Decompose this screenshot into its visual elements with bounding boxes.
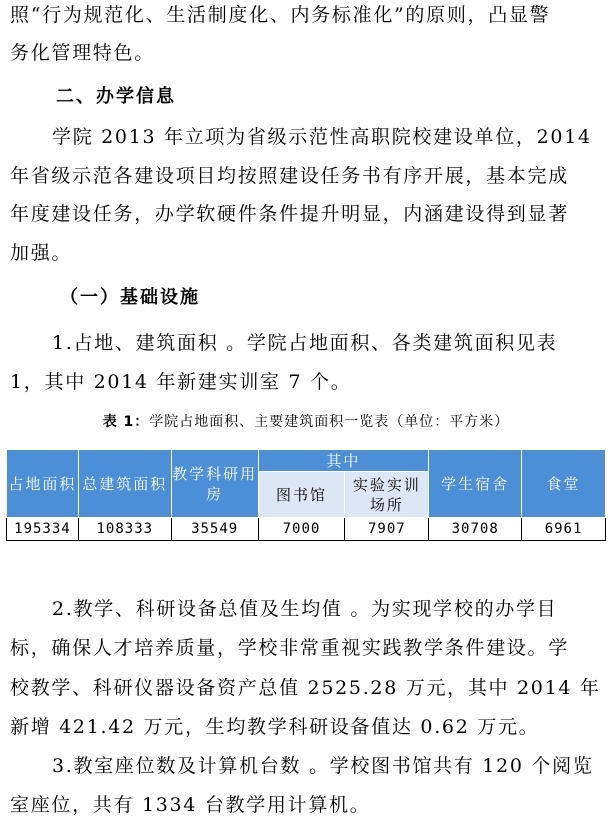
paragraph-line: 2.教学、科研设备总值及生均值 。为实现学校的办学目 xyxy=(52,598,558,620)
paragraph-line: 标，确保人才培养质量，学校非常重视实践教学条件建设。学 xyxy=(10,637,569,659)
table-caption-text: 学院占地面积、主要建筑面积一览表（单位：平方米） xyxy=(149,414,510,430)
table-cell: 30708 xyxy=(429,518,522,541)
paragraph-line: 学院 2013 年立项为省级示范性高职院校建设单位，2014 xyxy=(52,126,592,148)
table-cell: 6961 xyxy=(522,518,606,541)
header-canteen: 食堂 xyxy=(522,450,606,518)
paragraph-line: 室座位，共有 1334 台教学用计算机。 xyxy=(10,794,371,816)
paragraph-line: 新增 421.42 万元，生均教学科研设备值达 0.62 万元。 xyxy=(10,716,540,738)
table-caption xyxy=(0,412,612,432)
header-group-of-which: 其中 xyxy=(258,450,429,472)
paragraph-line: 照“行为规范化、生活制度化、内务标准化”的原则，凸显警 xyxy=(10,4,551,26)
building-area-table xyxy=(6,449,606,541)
header-library: 图书馆 xyxy=(258,472,345,518)
header-land-area: 占地面积 xyxy=(7,450,79,518)
header-training-site: 实验实训场所 xyxy=(345,472,429,518)
section-heading: 二、办学信息 xyxy=(56,86,176,107)
paragraph-line: 1.占地、建筑面积 。学院占地面积、各类建筑面积见表 xyxy=(52,332,558,354)
table-cell: 108333 xyxy=(78,518,171,541)
table-cell: 35549 xyxy=(171,518,258,541)
table-cell: 7000 xyxy=(258,518,345,541)
table-cell: 195334 xyxy=(7,518,79,541)
paragraph-line: 务化管理特色。 xyxy=(10,42,155,64)
paragraph-line: 3.教室座位数及计算机台数 。学校图书馆共有 120 个阅览 xyxy=(52,755,594,777)
paragraph-line: 加强。 xyxy=(10,242,73,264)
subsection-heading: （一）基础设施 xyxy=(60,287,200,308)
paragraph-line: 年省级示范各建设项目均按照建设任务书有序开展，基本完成 xyxy=(10,165,569,187)
header-dormitory: 学生宿舍 xyxy=(429,450,522,518)
paragraph-line: 年度建设任务，办学软硬件条件提升明显，内涵建设得到显著 xyxy=(10,203,569,225)
table-cell: 7907 xyxy=(345,518,429,541)
header-teaching-research: 教学科研用房 xyxy=(171,450,258,518)
table-caption-prefix: 表 1： xyxy=(102,414,150,430)
header-total-building-area: 总建筑面积 xyxy=(78,450,171,518)
paragraph-line: 校教学、科研仪器设备资产总值 2525.28 万元，其中 2014 年 xyxy=(10,677,601,699)
paragraph-line: 1，其中 2014 年新建实训室 7 个。 xyxy=(10,371,352,393)
